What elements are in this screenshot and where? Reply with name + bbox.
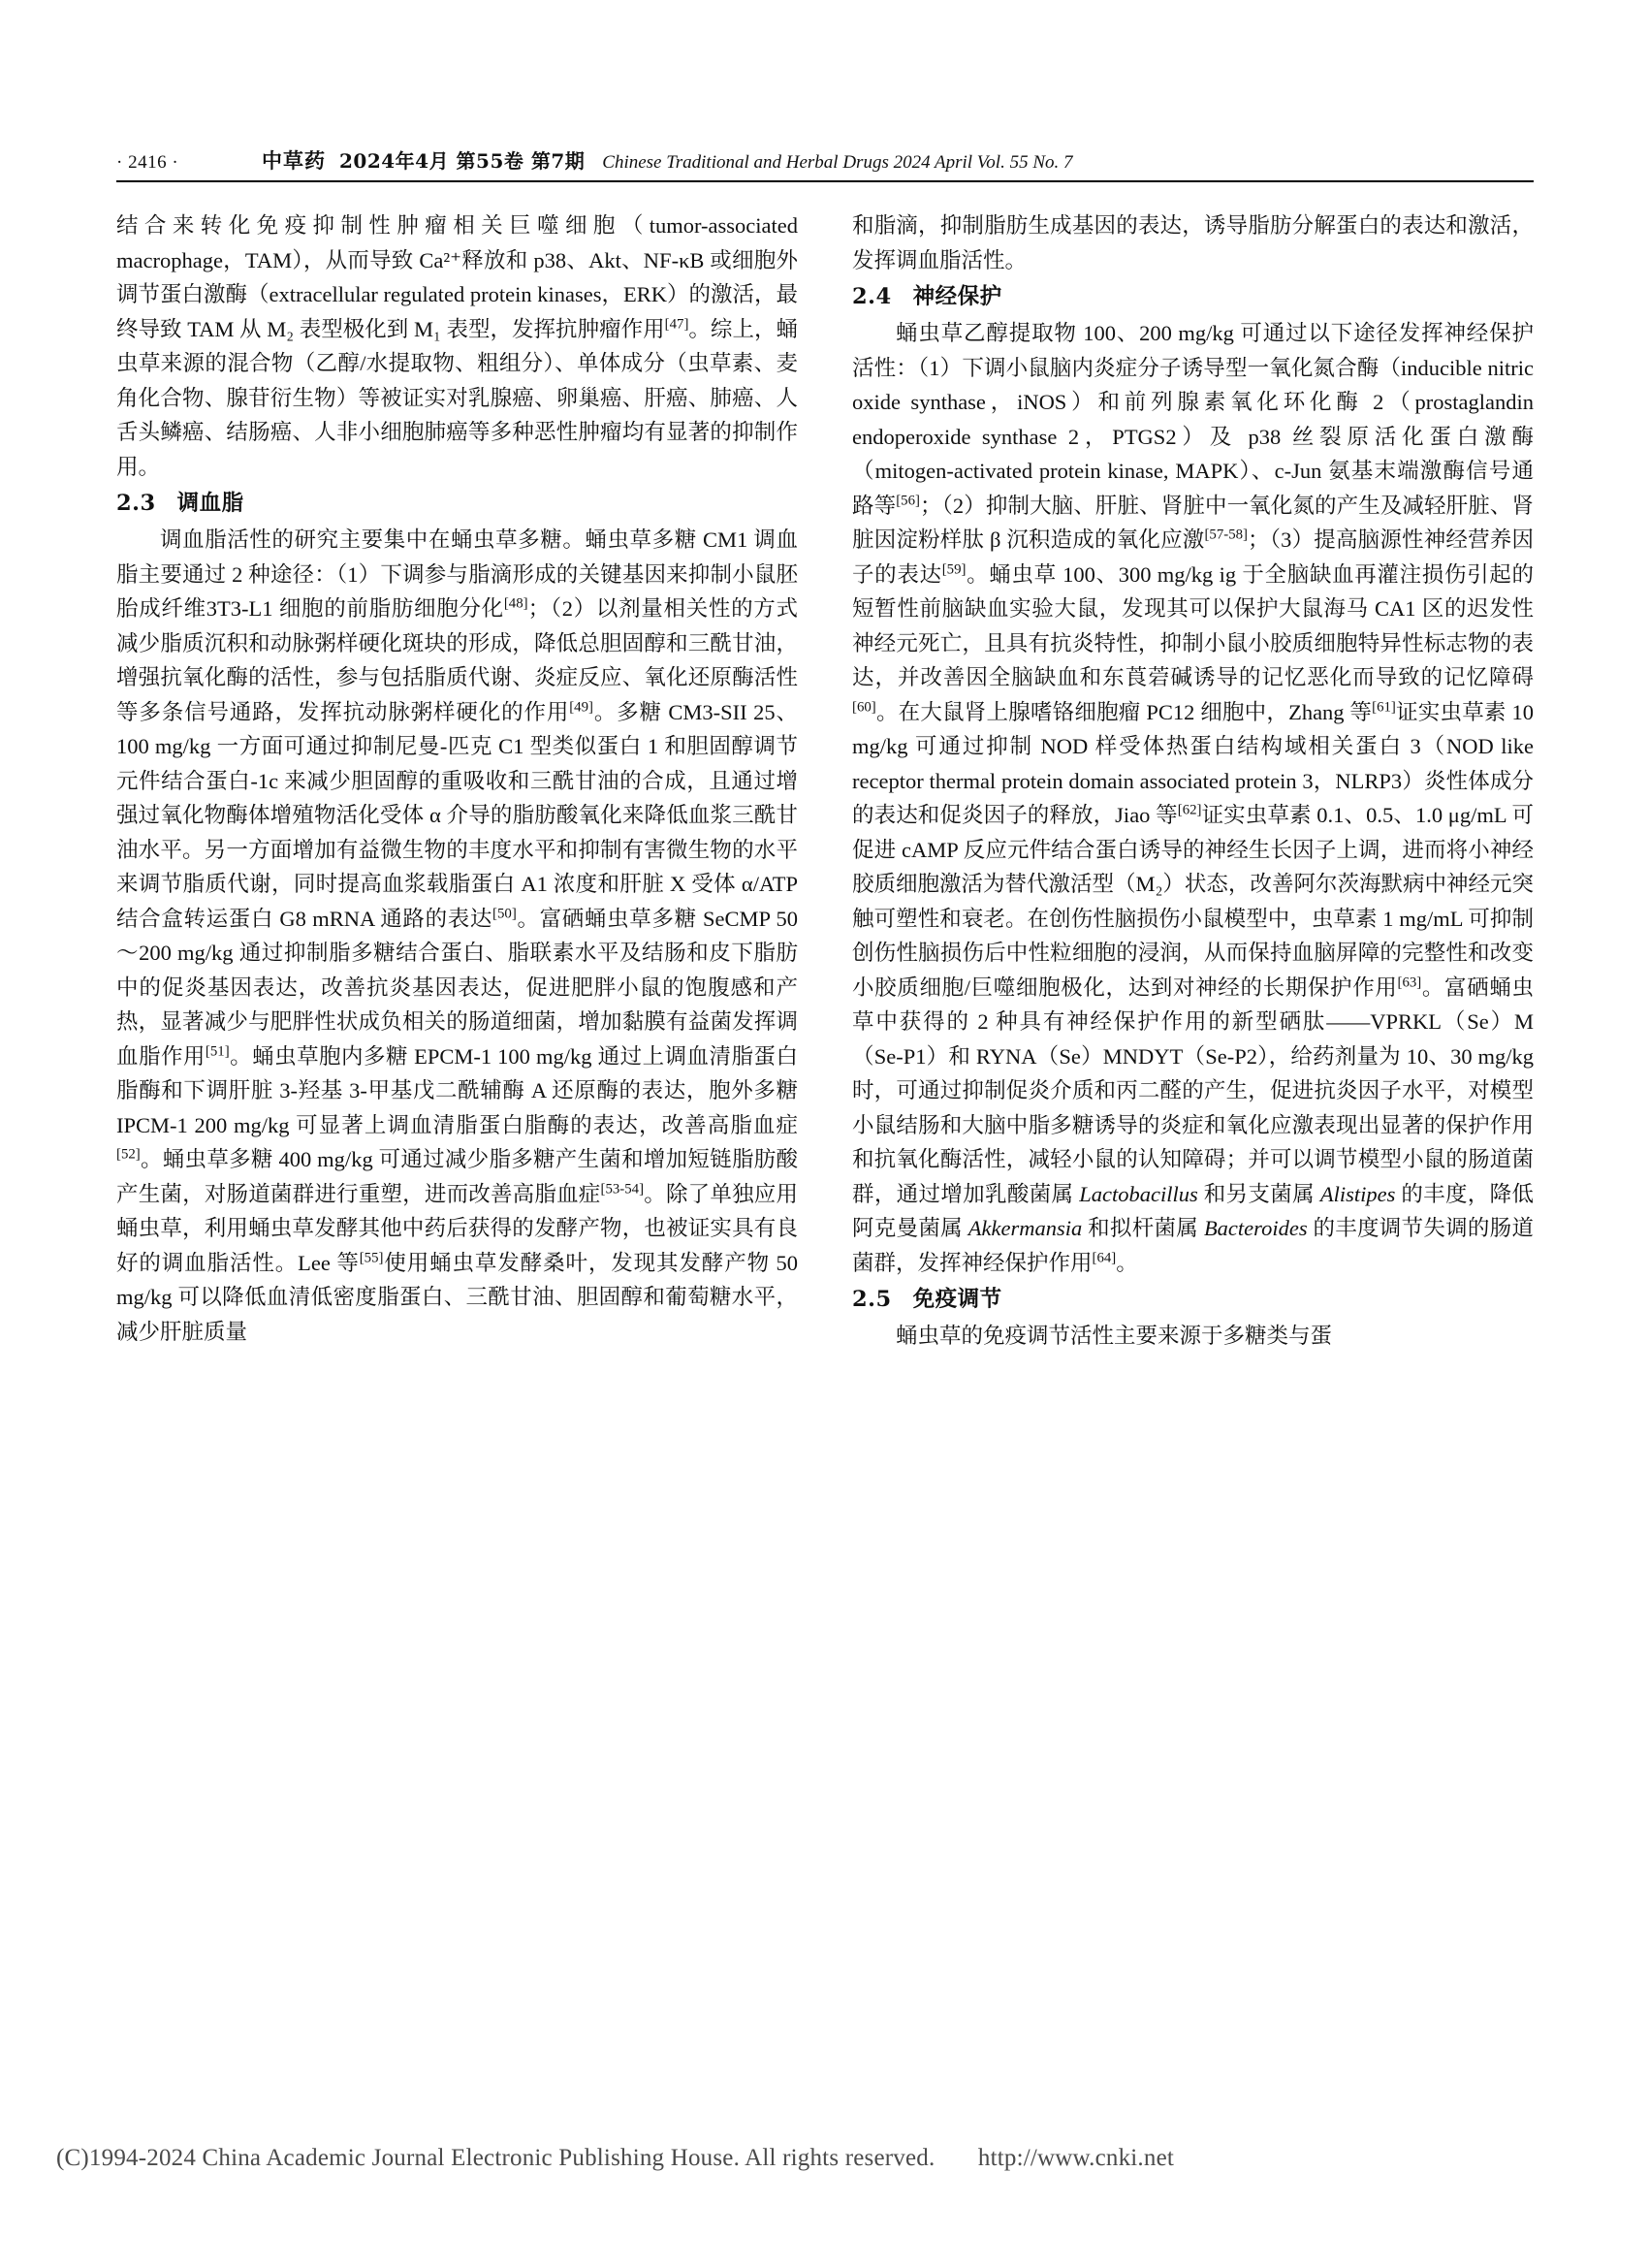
section-number: 2.3 bbox=[116, 491, 156, 516]
paragraph-immune-regulation: 蛹虫草的免疫调节活性主要来源于多糖类与蛋 bbox=[896, 1324, 1333, 1348]
paragraph-continuation: 结合来转化免疫抑制性肿瘤相关巨噬细胞（tumor-associated macrophage，TAM），从而导致 Ca²⁺释放和 p38、Akt、NF-κB 或细胞外调节蛋白激酶（extracellular regulated protein kinases，ERK）的激活，最终导致 TAM 从 M₂ 表型极化到 M₁ 表型，发挥抗肿瘤作用[47]。综上，蛹虫草来源的混合物（乙醇/水提取物、粗组分）、单体成分（虫草素、麦角化合物、腺苷衍生物）等被证实对乳腺癌、卵巢癌、肝癌、肺癌、人舌头鳞癌、结肠癌、人非小细胞肺癌等多种恶性肿瘤均有显著的抑制作用。 bbox=[116, 213, 798, 479]
paragraph-neuroprotection: 蛹虫草乙醇提取物 100、200 mg/kg 可通过以下途径发挥神经保护活性：（1）下调小鼠脑内炎症分子诱导型一氧化氮合酶（inducible nitric oxide synthase，iNOS）和前列腺素氧化环化酶 2（prostaglandin endoperoxide synthase 2，PTGS2）及 p38 丝裂原活化蛋白激酶（mitogen-activated protein kinase, MAPK）、c-Jun 氨基末端激酶信号通路等[56]；（2）抑制大脑、肝脏、肾脏中一氧化氮的产生及减轻肝脏、肾脏因淀粉样肽 β 沉积造成的氧化应激[57-58]；（3）提高脑源性神经营养因子的表达[59]。蛹虫草 100、300 mg/kg ig 于全脑缺血再灌注损伤引起的短暂性前脑缺血实验大鼠，发现其可以保护大鼠海马 CA1 区的迟发性神经元死亡，且具有抗炎特性，抑制小鼠小胶质细胞特异性标志物的表达，并改善因全脑缺血和东莨菪碱诱导的记忆恶化而导致的记忆障碍[60]。在大鼠肾上腺嗜铬细胞瘤 PC12 细胞中，Zhang 等[61]证实虫草素 10 mg/kg 可通过抑制 NOD 样受体热蛋白结构域相关蛋白 3（NOD like receptor thermal protein domain associated protein 3，NLRP3）炎性体成分的表达和促炎因子的释放，Jiao 等[62]证实虫草素 0.1、0.5、1.0 μg/mL 可促进 cAMP 反应元件结合蛋白诱导的神经生长因子上调，进而将小神经胶质细胞激活为替代激活型（M₂）状态，改善阿尔茨海默病中神经元突触可塑性和衰老。在创伤性脑损伤小鼠模型中，虫草素 1 mg/mL 可抑制创伤性脑损伤后中性粒细胞的浸润，从而保持血脑屏障的完整性和改变小胶质细胞/巨噬细胞极化，达到对神经的长期保护作用[63]。富硒蛹虫草中获得的 2 种具有神经保护作用的新型硒肽——VPRKL（Se）M（Se-P1）和 RYNA（Se）MNDYT（Se-P2），给药剂量为 10、30 mg/kg 时，可通过抑制促炎介质和丙二醛的产生，促进抗炎因子水平，对模型小鼠结肠和大脑中脂多糖诱导的炎症和氧化应激表现出显著的保护作用和抗氧化酶活性，减轻小鼠的认知障碍；并可以调节模型小鼠的肠道菌群，通过增加乳酸菌属 Lactobacillus 和另支菌属 Alistipes 的丰度，降低阿克曼菌属 Akkermansia 和拟杆菌属 Bacteroides 的丰度调节失调的肠道菌群，发挥神经保护作用[64]。 bbox=[852, 321, 1534, 1275]
journal-title-en: Chinese Traditional and Herbal Drugs 2024 April Vol. 55 No. 7 bbox=[602, 152, 1073, 173]
section-title: 免疫调节 bbox=[912, 1287, 1002, 1312]
copyright-notice: (C)1994-2024 China Academic Journal Electronic Publishing House. All rights reserved. bbox=[56, 2145, 935, 2171]
right-column bbox=[852, 208, 1534, 1354]
publisher-url: http://www.cnki.net bbox=[977, 2145, 1175, 2171]
page-footer bbox=[56, 2145, 1593, 2172]
section-title: 神经保护 bbox=[912, 284, 1002, 309]
left-column bbox=[116, 208, 798, 1354]
page-number: · 2416 · bbox=[116, 152, 179, 173]
section-number: 2.5 bbox=[852, 1287, 892, 1312]
two-column-body bbox=[116, 208, 1534, 1354]
section-title: 调血脂 bbox=[176, 491, 244, 516]
section-number: 2.4 bbox=[852, 284, 892, 309]
paragraph-lipid-regulation: 调血脂活性的研究主要集中在蛹虫草多糖。蛹虫草多糖 CM1 调血脂主要通过 2 种途径：（1）下调参与脂滴形成的关键基因来抑制小鼠胚胎成纤维3T3-L1 细胞的前脂肪细胞分化[48]；（2）以剂量相关性的方式减少脂质沉积和动脉粥样硬化斑块的形成，降低总胆固醇和三酰甘油，增强抗氧化酶的活性，参与包括脂质代谢、炎症反应、氧化还原酶活性等多条信号通路，发挥抗动脉粥样硬化的作用[49]。多糖 CM3-SII 25、100 mg/kg 一方面可通过抑制尼曼-匹克 C1 型类似蛋白 1 和胆固醇调节元件结合蛋白-1c 来减少胆固醇的重吸收和三酰甘油的合成，且通过增强过氧化物酶体增殖物活化受体 α 介导的脂肪酸氧化来降低血浆三酰甘油水平。另一方面增加有益微生物的丰度水平和抑制有害微生物的水平来调节脂质代谢，同时提高血浆载脂蛋白 A1 浓度和肝脏 X 受体 α/ATP 结合盒转运蛋白 G8 mRNA 通路的表达[50]。富硒蛹虫草多糖 SeCMP 50～200 mg/kg 通过抑制脂多糖结合蛋白、脂联素水平及结肠和皮下脂肪中的促炎基因表达，改善抗炎基因表达，促进肥胖小鼠的饱腹感和产热，显著减少与肥胖性状成负相关的肠道细菌，增加黏膜有益菌发挥调血脂作用[51]。蛹虫草胞内多糖 EPCM-1 100 mg/kg 通过上调血清脂蛋白脂酶和下调肝脏 3-羟基 3-甲基戊二酰辅酶 A 还原酶的表达，胞外多糖 IPCM-1 200 mg/kg 可显著上调血清脂蛋白脂酶的表达，改善高脂血症[52]。蛹虫草多糖 400 mg/kg 可通过减少脂多糖产生菌和增加短链脂肪酸产生菌，对肠道菌群进行重塑，进而改善高脂血症[53-54]。除了单独应用蛹虫草，利用蛹虫草发酵其他中药后获得的发酵产物，也被证实具有良好的调血脂活性。Lee 等[55]使用蛹虫草发酵桑叶，发现其发酵产物 50 mg/kg 可以降低血清低密度脂蛋白、三酰甘油、胆固醇和葡萄糖水平，减少肝脏质量 bbox=[116, 527, 798, 1344]
journal-title-cn: 中草药 bbox=[262, 148, 326, 173]
section-heading-2-4 bbox=[852, 277, 1534, 316]
issue-info-cn: 2024年4月 第55卷 第7期 bbox=[339, 149, 586, 173]
section-heading-2-3 bbox=[116, 484, 798, 523]
section-heading-2-5 bbox=[852, 1280, 1534, 1319]
header-divider bbox=[116, 180, 1534, 182]
paragraph-continuation-right: 和脂滴，抑制脂肪生成基因的表达，诱导脂肪分解蛋白的表达和激活，发挥调血脂活性。 bbox=[852, 213, 1534, 272]
page-header bbox=[116, 145, 1532, 175]
